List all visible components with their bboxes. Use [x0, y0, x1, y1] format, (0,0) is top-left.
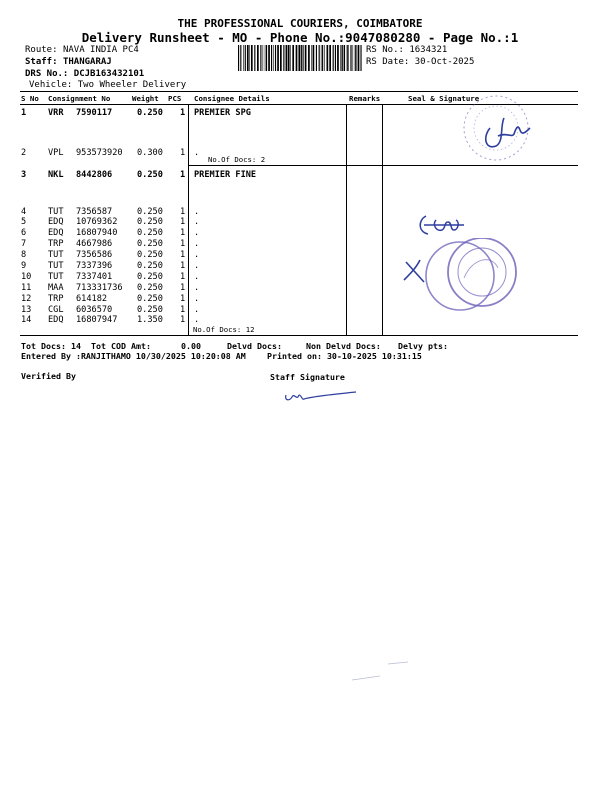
row-sno: 9 [21, 261, 27, 271]
barcode-bar [348, 45, 349, 71]
barcode-bar [296, 45, 298, 71]
barcode-bar [263, 45, 264, 71]
non-delivered-docs: Non Delvd Docs: [306, 341, 381, 351]
row-pcs: 1 [180, 239, 186, 249]
barcode-bar [280, 45, 282, 71]
delivered-docs: Delvd Docs: [227, 341, 282, 351]
col-weight: Weight [132, 94, 159, 103]
row-sno: 11 [21, 283, 32, 293]
row-consignment-number: 713331736 [76, 283, 123, 293]
barcode-bar [353, 45, 354, 71]
row-weight: 0.250 [137, 294, 163, 304]
entered-by: Entered By :RANJITHAMO 10/30/2025 10:20:08 AM [21, 351, 246, 361]
barcode-bar [313, 45, 315, 71]
barcode-bar [245, 45, 246, 71]
barcode-bar [286, 45, 288, 71]
col-pcs: PCS [168, 94, 182, 103]
row-consignee: . [194, 239, 200, 249]
row-pcs: 1 [180, 315, 186, 325]
row-consignment-number: 7356587 [76, 207, 113, 217]
barcode-bar [238, 45, 239, 71]
barcode-bar [275, 45, 276, 71]
barcode-bar [319, 45, 320, 71]
staff-value: THANGARAJ [62, 57, 112, 67]
rs-date: RS Date: 30-Oct-2025 [366, 57, 475, 67]
row-consignment-number: 7337401 [76, 272, 113, 282]
row-prefix: TUT [48, 207, 64, 217]
row-pcs: 1 [180, 272, 186, 282]
staff-signature-label: Staff Signature [270, 372, 345, 382]
handwritten-mark [400, 256, 440, 286]
barcode-bar [249, 45, 250, 71]
row-consignment-number: 953573920 [76, 148, 123, 158]
barcode-bar [260, 45, 261, 71]
barcode-bar [265, 45, 266, 71]
row-consignment-number: 7337396 [76, 261, 113, 271]
barcode-bar [271, 45, 272, 71]
row-consignee: . [194, 283, 200, 293]
row-consignment-number: 6036570 [76, 305, 113, 315]
barcode-bar [305, 45, 307, 71]
col-consignee: Consignee Details [194, 94, 270, 103]
barcode-bar [290, 45, 291, 71]
row-pcs: 1 [180, 305, 186, 315]
row-pcs: 1 [180, 228, 186, 238]
row-pcs: 1 [180, 250, 186, 260]
total-cod-value: 0.00 [181, 341, 201, 351]
barcode-bar [324, 45, 325, 71]
table-row [0, 217, 600, 228]
barcode-bar [273, 45, 274, 71]
barcode-bar [333, 45, 334, 71]
col-seal: Seal & Signature [408, 94, 480, 103]
row-weight: 0.250 [137, 108, 163, 118]
row-weight: 0.250 [137, 261, 163, 271]
row-prefix: TUT [48, 261, 64, 271]
barcode-bar [350, 45, 351, 71]
staff-signature-mark [282, 385, 362, 407]
staff-line [25, 57, 112, 67]
col-remarks: Remarks [349, 94, 381, 103]
barcode-bar [257, 45, 259, 71]
barcode-bar [266, 45, 267, 71]
row-prefix: EDQ [48, 228, 64, 238]
company-title: THE PROFESSIONAL COURIERS, COIMBATORE [177, 17, 423, 30]
barcode-bar [355, 45, 356, 71]
barcode-bar [337, 45, 339, 71]
barcode-bar [251, 45, 253, 71]
barcode-bar [321, 45, 322, 71]
row-weight: 0.250 [137, 239, 163, 249]
barcode-bar [329, 45, 331, 71]
row-consignment-number: 8442806 [76, 170, 113, 180]
row-sno: 12 [21, 294, 32, 304]
row-consignment-number: 614182 [76, 294, 108, 304]
barcode-bar [303, 45, 304, 71]
row-sno: 6 [21, 228, 27, 238]
row-prefix: VPL [48, 148, 64, 158]
row-weight: 0.250 [137, 217, 163, 227]
barcode-bar [358, 45, 360, 71]
row-consignee: PREMIER SPG [194, 108, 251, 118]
table-row [0, 170, 600, 181]
row-pcs: 1 [180, 108, 186, 118]
row-weight: 0.250 [137, 228, 163, 238]
row-sno: 2 [21, 148, 27, 158]
row-prefix: EDQ [48, 315, 64, 325]
barcode-bar [351, 45, 352, 71]
barcode-bar [254, 45, 255, 71]
handwritten-note [414, 212, 472, 238]
row-consignee: . [194, 250, 200, 260]
row-consignee: . [194, 272, 200, 282]
barcode-bar [335, 45, 336, 71]
rs-number: RS No.: 1634321 [366, 45, 448, 55]
row-sno: 14 [21, 315, 32, 325]
row-sno: 4 [21, 207, 27, 217]
handwritten-signature-1 [478, 108, 538, 158]
row-sno: 1 [21, 108, 27, 118]
row-consignment-number: 10769362 [76, 217, 118, 227]
row-prefix: TRP [48, 239, 64, 249]
runsheet-subtitle: Delivery Runsheet - MO - Phone No.:9047080280 - Page No.:1 [81, 30, 519, 45]
row-prefix: VRR [48, 108, 64, 118]
row-consignee: . [194, 305, 200, 315]
row-consignee: . [194, 294, 200, 304]
row-consignee: . [194, 217, 200, 227]
barcode-bar [240, 45, 241, 71]
barcode-bar [344, 45, 345, 71]
row-pcs: 1 [180, 207, 186, 217]
total-cod-label: Tot COD Amt: [91, 341, 151, 351]
route-label: Route: [25, 45, 58, 55]
row-sno: 3 [21, 170, 27, 180]
barcode-bar [360, 45, 361, 71]
barcode-bar [243, 45, 244, 71]
barcode-bar [327, 45, 329, 71]
row-pcs: 1 [180, 261, 186, 271]
barcode-image [238, 45, 363, 71]
barcode-bar [268, 45, 270, 71]
barcode-bar [288, 45, 290, 71]
barcode-bar [347, 45, 348, 71]
row-prefix: NKL [48, 170, 64, 180]
row-consignment-number: 16807947 [76, 315, 118, 325]
row-consignment-number: 7356586 [76, 250, 113, 260]
total-docs: Tot Docs: 14 [21, 341, 81, 351]
barcode-bar [356, 45, 357, 71]
row-pcs: 1 [180, 170, 186, 180]
col-sno: S No [21, 94, 39, 103]
barcode-bar [301, 45, 302, 71]
scan-artifact [350, 660, 410, 684]
row-consignment-number: 7590117 [76, 108, 113, 118]
row-prefix: CGL [48, 305, 64, 315]
row-pcs: 1 [180, 217, 186, 227]
row-weight: 0.300 [137, 148, 163, 158]
row-consignee: PREMIER FINE [194, 170, 257, 180]
group-separator [188, 165, 578, 166]
barcode-bar [316, 45, 317, 71]
vehicle-line: Vehicle: Two Wheeler Delivery [29, 80, 187, 90]
row-prefix: MAA [48, 283, 64, 293]
barcode-bar [247, 45, 249, 71]
row-weight: 0.250 [137, 283, 163, 293]
barcode-bar [340, 45, 341, 71]
table-bottom-rule [20, 335, 578, 336]
row-consignment-number: 16807940 [76, 228, 118, 238]
row-sno: 10 [21, 272, 32, 282]
barcode-bar [298, 45, 300, 71]
staff-label: Staff: [25, 57, 58, 67]
row-consignment-number: 4667986 [76, 239, 113, 249]
route-line [25, 45, 139, 55]
row-weight: 0.250 [137, 305, 163, 315]
printed-on: Printed on: 30-10-2025 10:31:15 [267, 351, 422, 361]
drs-value: DCJB163432101 [73, 69, 145, 79]
group-doc-count: No.Of Docs: 12 [193, 325, 255, 334]
row-sno: 7 [21, 239, 27, 249]
group-doc-count: No.Of Docs: 2 [208, 155, 266, 164]
row-consignee: . [194, 261, 200, 271]
row-consignee: . [194, 228, 200, 238]
row-sno: 13 [21, 305, 32, 315]
row-weight: 0.250 [137, 250, 163, 260]
row-pcs: 1 [180, 283, 186, 293]
row-pcs: 1 [180, 294, 186, 304]
row-consignee: . [194, 148, 200, 158]
barcode-bar [283, 45, 284, 71]
row-prefix: TRP [48, 294, 64, 304]
verified-by: Verified By [21, 371, 76, 381]
row-weight: 0.250 [137, 207, 163, 217]
barcode-bar [292, 45, 294, 71]
row-weight: 0.250 [137, 170, 163, 180]
barcode-bar [322, 45, 323, 71]
row-prefix: EDQ [48, 217, 64, 227]
row-consignee: . [194, 315, 200, 325]
barcode-bar [308, 45, 310, 71]
drs-label: DRS No.: [25, 69, 69, 79]
route-value: NAVA INDIA PC4 [62, 45, 139, 55]
row-pcs: 1 [180, 148, 186, 158]
delivery-points: Delvy pts: [398, 341, 448, 351]
row-weight: 1.350 [137, 315, 163, 325]
col-consignment: Consignment No [48, 94, 111, 103]
row-prefix: TUT [48, 272, 64, 282]
row-consignee: . [194, 207, 200, 217]
drs-line [25, 69, 144, 79]
row-sno: 8 [21, 250, 27, 260]
row-prefix: TUT [48, 250, 64, 260]
barcode-bar [311, 45, 312, 71]
row-weight: 0.250 [137, 272, 163, 282]
barcode-bar [277, 45, 279, 71]
row-sno: 5 [21, 217, 27, 227]
barcode-bar [342, 45, 343, 71]
